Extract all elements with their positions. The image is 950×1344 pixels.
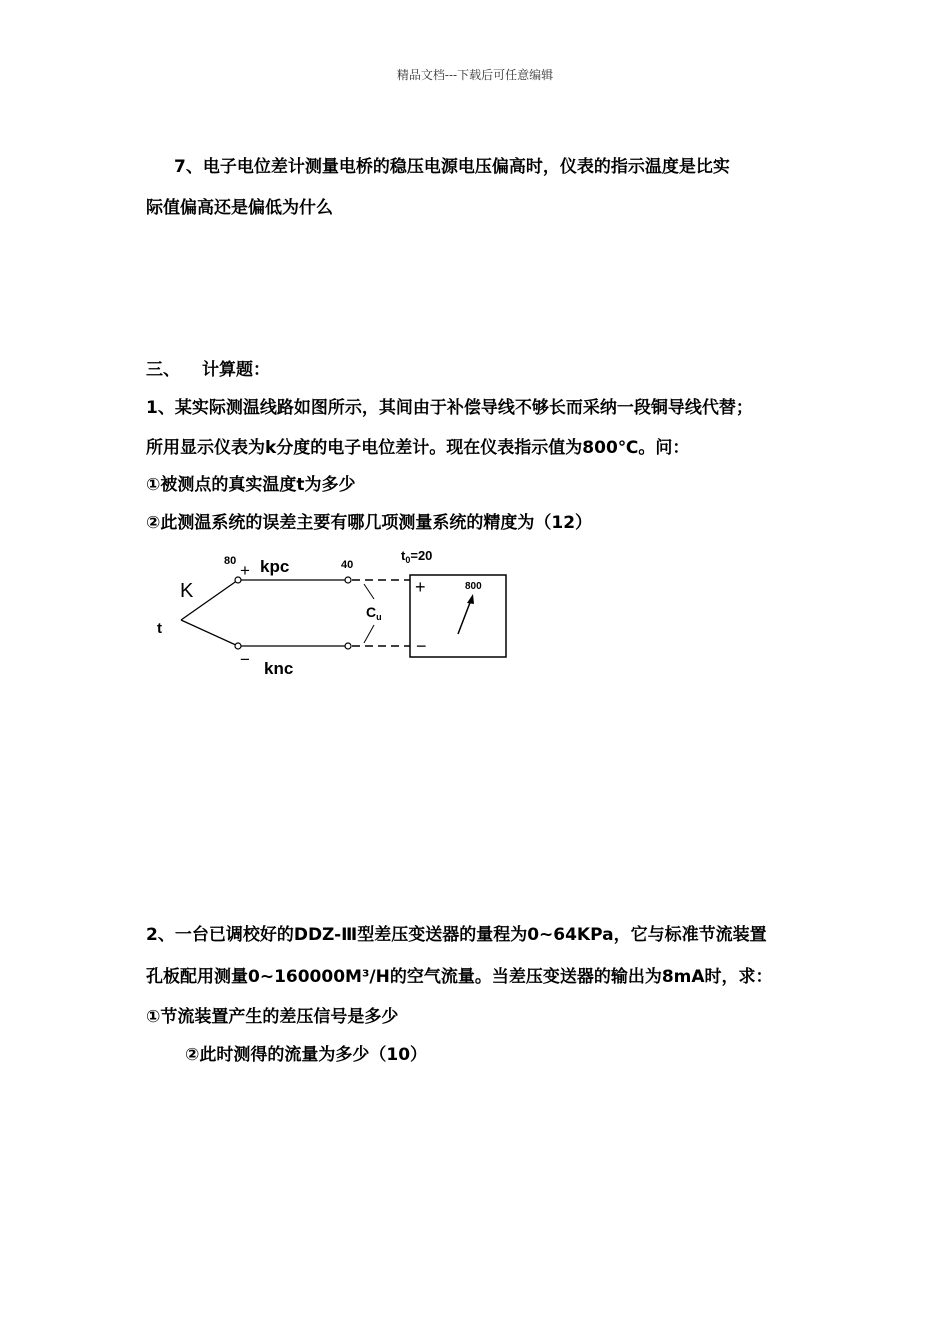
label-80: 80 <box>224 555 237 567</box>
q7-line2: 际值偏高还是偏低为什么 <box>146 198 333 218</box>
tc-lower-lead <box>181 620 238 646</box>
q7-line1: 7、电子电位差计测量电桥的稳压电源电压偏高时，仪表的指示温度是比实 <box>174 157 730 177</box>
instrument-reading: 800 <box>465 581 482 592</box>
terminal-top-right <box>345 577 351 583</box>
p1-sub2: ②此测温系统的误差主要有哪几项测量系统的精度为（12） <box>146 513 593 533</box>
terminal-bottom-right <box>345 643 351 649</box>
instrument-minus: − <box>416 636 427 656</box>
p2-sub2: ②此时测得的流量为多少（10） <box>185 1045 428 1065</box>
section-title: 计算题： <box>202 360 270 380</box>
label-k: K <box>180 580 194 602</box>
instrument-plus: + <box>415 577 426 597</box>
p1-line2: 所用显示仪表为k分度的电子电位差计。现在仪表指示值为800℃。问： <box>146 438 690 458</box>
label-knc: knc <box>264 659 294 678</box>
p2-sub1: ①节流装置产生的差压信号是多少 <box>146 1007 399 1027</box>
p2-line1: 2、一台已调校好的DDZ-Ⅲ型差压变送器的量程为0~64KPa，它与标准节流装置 <box>146 925 767 945</box>
cu-pointer-top <box>364 584 374 599</box>
label-40: 40 <box>341 559 354 571</box>
section-number: 三、 <box>146 360 180 380</box>
page-header: 精品文档---下载后可任意编辑 <box>396 68 554 82</box>
label-minus: − <box>240 650 250 669</box>
label-cu: $C_u$ <box>366 604 382 622</box>
p1-line1: 1、某实际测温线路如图所示，其间由于补偿导线不够长而采纳一段铜导线代替； <box>146 398 753 418</box>
p1-sub1: ①被测点的真实温度t为多少 <box>146 475 356 495</box>
label-kpc: kpc <box>260 557 290 576</box>
terminal-bottom-left <box>235 643 241 649</box>
cu-pointer-bottom <box>364 625 374 643</box>
p2-line2: 孔板配用测量0~160000M³/H的空气流量。当差压变送器的输出为8mA时，求： <box>146 967 773 987</box>
label-t0: $t_0=20$ <box>401 548 433 565</box>
label-plus: + <box>240 561 250 580</box>
label-t: t <box>157 620 162 637</box>
